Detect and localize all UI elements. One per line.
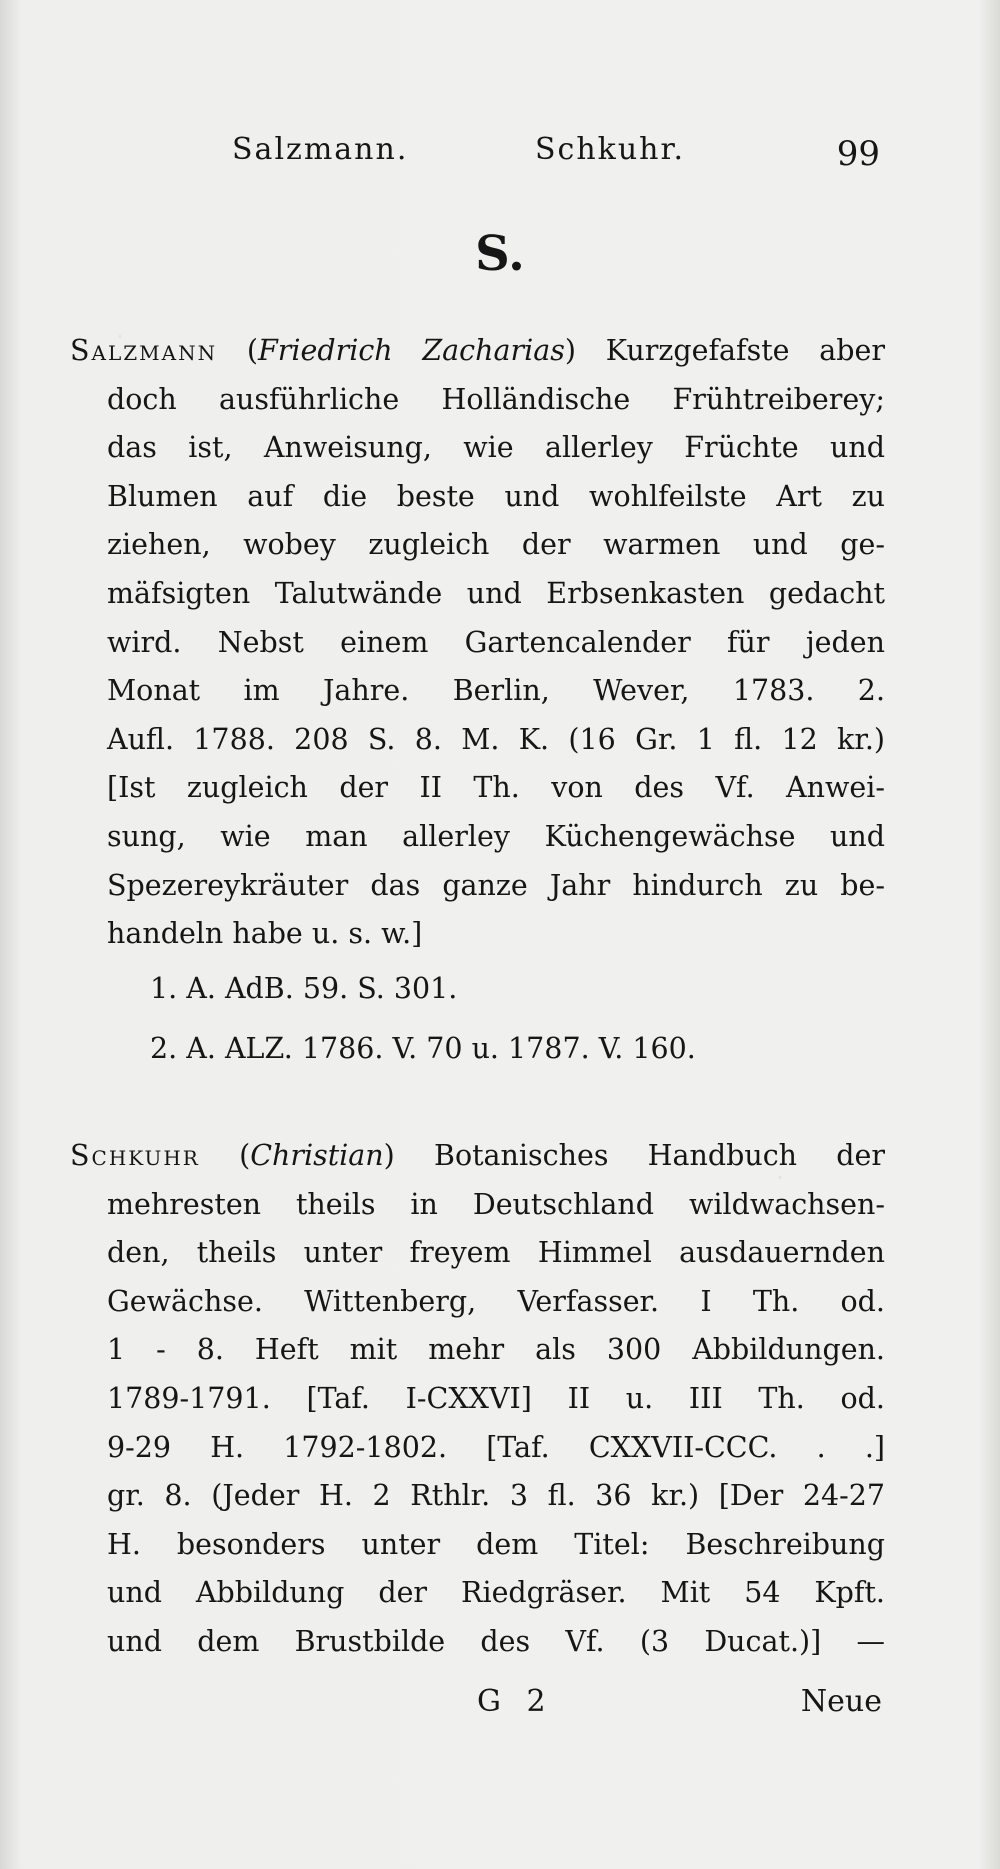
entry-text: Kurzgefafste aber [605, 334, 885, 367]
entry-line: gr. 8. (Jeder H. 2 Rthlr. 3 fl. 36 kr.) [Der 24-27 [107, 1479, 885, 1513]
entry-line: mäfsigten Talutwände und Erbsenkasten gedacht [107, 576, 885, 610]
entry-line: Schkuhr (Christian) Botanisches Handbuch der [70, 1139, 885, 1172]
entry-line: das ist, Anweisung, wie allerley Früchte und [107, 431, 885, 465]
catchword: Neue [800, 1684, 882, 1719]
entry-line: 9-29 H. 1792-1802. [Taf. CXXVII-CCC. . .] [107, 1430, 885, 1464]
running-head [0, 132, 1000, 182]
author-given-name: Christian [250, 1139, 384, 1172]
entry-line: und Abbildung der Riedgräser. Mit 54 Kpft. [107, 1576, 885, 1610]
entry-line: 1789-1791. [Taf. I-CXXVI] II u. III Th. od. [107, 1381, 885, 1415]
entry-line: ziehen, wobey zugleich der warmen und ge- [107, 528, 885, 562]
entry-text: Botanisches Handbuch der [434, 1139, 885, 1172]
entry-line: Gewächse. Wittenberg, Verfasser. I Th. od. [107, 1284, 885, 1318]
entry-line: und dem Brustbilde des Vf. (3 Ducat.)] — [107, 1624, 885, 1658]
entry-line: Monat im Jahre. Berlin, Wever, 1783. 2. [107, 674, 885, 708]
entry-line: sung, wie man allerley Küchengewächse und [107, 819, 885, 853]
review-citation: 1. A. AdB. 59. S. 301. [150, 971, 458, 1005]
section-letter: S. [475, 226, 525, 282]
author-surname: Salzmann [70, 334, 218, 367]
entry-line: Spezereykräuter das ganze Jahr hindurch zu be- [107, 868, 885, 902]
page-number: 99 [836, 134, 880, 174]
entry-line: Salzmann (Friedrich Zacharias) Kurzgefafste aber [70, 334, 885, 367]
entry-line: handeln habe u. s. w.] [107, 917, 423, 951]
page-footer [0, 1684, 1000, 1734]
entry-line: [Ist zugleich der II Th. von des Vf. Anwei- [107, 771, 885, 805]
entry-line: H. besonders unter dem Titel: Beschreibung [107, 1527, 885, 1561]
entry-line: den, theils unter freyem Himmel ausdauernden [107, 1236, 885, 1270]
entry-line: wird. Nebst einem Gartencalender für jeden [107, 625, 885, 659]
bibliography-entry-schkuhr [70, 1132, 885, 1667]
author-surname: Schkuhr [70, 1139, 200, 1172]
entry-line: Aufl. 1788. 208 S. 8. M. K. (16 Gr. 1 fl. 12 kr.) [107, 722, 885, 756]
signature-mark: G 2 [477, 1684, 554, 1719]
entry-line: doch ausführliche Holländische Frühtreiberey; [107, 382, 885, 416]
entry-line: Blumen auf die beste und wohlfeilste Art zu [107, 479, 885, 513]
author-given-name: Friedrich Zacharias [257, 334, 565, 367]
review-citation: 2. A. ALZ. 1786. V. 70 u. 1787. V. 160. [150, 1031, 696, 1065]
entry-line: mehresten theils in Deutschland wildwachsen- [107, 1187, 885, 1221]
running-head-left: Salzmann. [232, 132, 409, 167]
entry-line: 1 - 8. Heft mit mehr als 300 Abbildungen. [107, 1333, 885, 1367]
running-head-center: Schkuhr. [535, 132, 686, 167]
bibliography-entry-salzmann [70, 327, 885, 1079]
